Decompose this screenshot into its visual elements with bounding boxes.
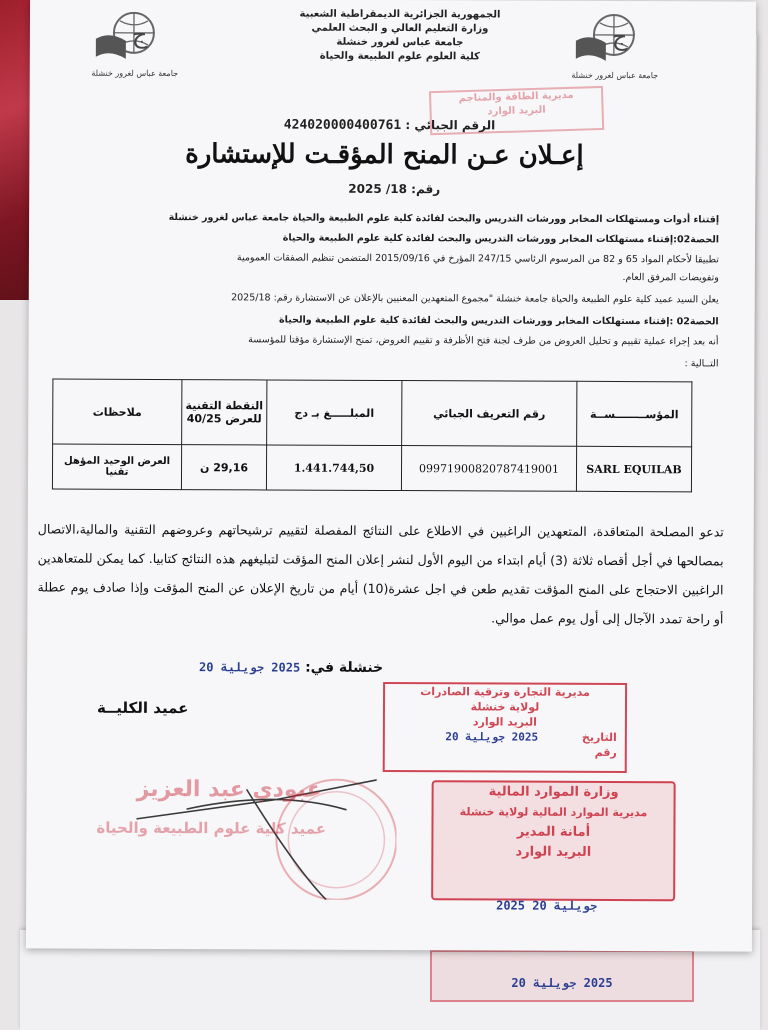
dean-signature-block <box>96 759 397 900</box>
tax-id-value: 424020000400761 <box>283 117 402 134</box>
paragraph-lot: الحصة02:إقتناء مستهلكات المخابر وورشات التدريس والبحث لفائدة كلية علوم الطبيعة والحياة <box>282 232 720 246</box>
finance-stamp-line: أمانة المدير <box>516 824 591 840</box>
bottom-stamp <box>430 950 694 1002</box>
results-table <box>52 379 692 493</box>
globe-book-icon <box>90 9 170 65</box>
university-logo-right <box>570 11 659 81</box>
header-company: المؤســــــــســة <box>577 381 692 447</box>
paragraph-legal-cont: وتفويضات المرفق العام. <box>622 272 719 284</box>
paragraph-subject: إقتناء أدوات ومستهلكات المخابر وورشات التدريس والبحث لفائدة كلية علوم الطبيعة والحياة جامعة عباس لغرور خنشلة <box>168 212 720 226</box>
page-title: إعـلان عـن المنح المؤقـت للإستشارة <box>185 139 584 171</box>
cell-score: 29,16 ن <box>181 445 266 490</box>
paragraph-lot-2: الحصة02 :إقتناء مستهلكات المخابر وورشات التدريس والبحث لفائدة كلية علوم الطبيعة والحياة <box>279 314 719 328</box>
letterhead-line: وزارة التعليم العالي و البحث العلمي <box>311 22 489 35</box>
header-tax-id: رقم التعريف الجبائي <box>402 381 577 447</box>
tax-id-label: الرقم الجبائي : <box>405 118 496 133</box>
paragraph-announce: يعلن السيد عميد كلية علوم الطبيعة والحياة جامعة خنشلة "مجموع المتعهدين المعنيين بالإعلان عن الاستشارة رقم: 2025/18 <box>231 292 719 306</box>
letterhead-line: الجمهورية الجزائرية الديمقراطية الشعبية <box>299 8 501 21</box>
signature-place <box>199 659 383 676</box>
logo-caption-right: جامعة عباس لغرور خنشلة <box>571 70 659 81</box>
table-header-row <box>53 379 692 447</box>
svg-text:ج: ج <box>611 22 628 52</box>
body-paragraph: تدعو المصلحة المتعاقدة، المتعهدين الراغبين في الاطلاع على النتائج المفصلة لتقييم ترشيحاتهم وعروضهم التقنية والمالية،الاتصال بمصالحها في أجل أقصاه ثلاثة (3) أيام ابتداء من اليوم الأول لنشر إعلان المنح المؤقت لتبليغهم هذه النتائج كتابيا. كما يمكن للمتعاهدين الراغبين الاحتجاج على المنح المؤقت تقديم طعن في اجل عشرة(10) أيام من تاريخ الإعلان عن المنح المؤقت وإذا صادف يوم عطلة أو راحة تمدد الآجال إلى أول يوم عمل موالي. <box>37 521 724 627</box>
paragraph-following: التــالية : <box>684 358 719 370</box>
reference-number: رقم: 18/ 2025 <box>348 181 441 197</box>
header-score: النقطة التقنية للعرض 40/25 <box>182 380 267 445</box>
commerce-stamp <box>383 682 627 773</box>
cell-amount: 1.441.744,50 <box>266 445 401 491</box>
cell-company: SARL EQUILAB <box>576 446 691 492</box>
finance-stamp-date: 2025 جويلية 20 <box>496 898 598 913</box>
commerce-stamp-date: 2025 جويلية 20 <box>445 730 539 744</box>
signature-place-label: خنشلة في: <box>305 659 384 676</box>
handwritten-role: عميد كلية علوم الطبيعة والحياة <box>96 818 327 838</box>
bottom-stamp-date: 2025 جويلية 20 <box>511 976 613 990</box>
header-amount: المبلـــــغ بـ دج <box>267 380 402 446</box>
commerce-stamp-date-label: التاريخ <box>581 730 617 744</box>
letterhead <box>250 7 550 64</box>
commerce-stamp-line: لولاية خنشلة <box>470 700 540 714</box>
paragraph-legal: تطبيقا لأحكام المواد 65 و 82 من المرسوم الرئاسي 247/15 المؤرخ في 2015/09/16 المتضمن تنظيم الصفقات العمومية <box>236 252 719 266</box>
finance-stamp-line: البريد الوارد <box>515 844 592 860</box>
header-notes: ملاحظات <box>53 379 182 445</box>
globe-book-icon <box>570 11 650 67</box>
letterhead-line: جامعة عباس لغرور خنشلة <box>336 36 464 49</box>
commerce-stamp-number: رقم <box>594 745 617 759</box>
handwritten-name: عبودي عبد العزيز <box>136 776 322 803</box>
paragraph-result: أنه بعد إجراء عملية تقييم و تحليل العروض من طرف لجنة فتح الأظرفة و تقييم العروض، تمنح الإستشارة مؤقتا للمؤسسة <box>248 334 719 348</box>
commerce-stamp-line: البريد الوارد <box>472 715 537 729</box>
commerce-stamp-line: مديرية التجارة وترقية الصادرات <box>420 685 590 699</box>
tax-id-line <box>209 117 569 134</box>
cell-tax-id: 09971900820787419001 <box>401 446 576 492</box>
university-logo-left <box>90 9 179 79</box>
cell-notes: العرض الوحيد المؤهل تقنيا <box>52 444 181 490</box>
finance-stamp-line: وزارة الموارد المالية <box>488 784 619 800</box>
dean-title: عميد الكليــة <box>96 698 189 718</box>
logo-caption-left: جامعة عباس لغرور خنشلة <box>91 68 179 79</box>
announcement-page <box>26 0 756 952</box>
faded-stamp-line: البريد الوارد <box>487 104 546 118</box>
finance-stamp <box>431 780 676 901</box>
signature-date: 2025 جويلية 20 <box>199 660 301 675</box>
letterhead-line: كلية العلوم علوم الطبيعة والحياة <box>319 50 480 63</box>
table-row <box>52 444 691 492</box>
finance-stamp-line: مديرية الموارد المالية لولاية خنشلة <box>459 805 648 820</box>
faded-stamp-line: مديرية الطاقة والمناجم <box>458 89 574 105</box>
svg-text:ج: ج <box>131 20 148 49</box>
commerce-stamp-date-row <box>385 729 625 745</box>
